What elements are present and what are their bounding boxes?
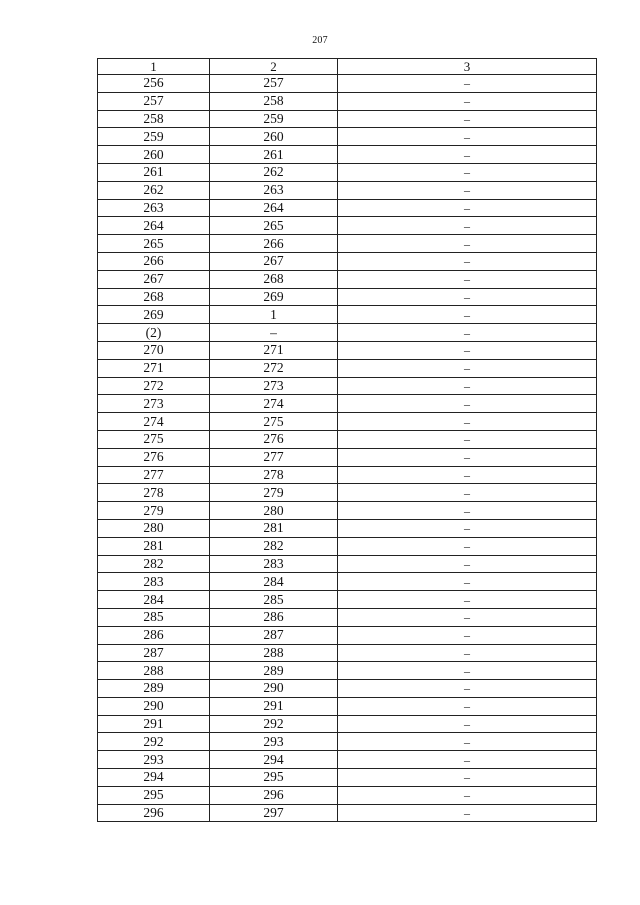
table-cell-col-1: 261 <box>98 163 210 181</box>
table-cell-col-1: 274 <box>98 413 210 431</box>
table-cell-col-3: – <box>338 288 597 306</box>
table-row <box>98 128 597 146</box>
table-row <box>98 537 597 555</box>
table-row <box>98 217 597 235</box>
table-cell-col-2: 285 <box>210 591 338 609</box>
table-row <box>98 804 597 822</box>
table-row <box>98 110 597 128</box>
table-cell-col-3: – <box>338 448 597 466</box>
table-cell-col-1: 265 <box>98 235 210 253</box>
table-cell-col-1: 294 <box>98 769 210 787</box>
table-cell-col-2: 269 <box>210 288 338 306</box>
table-cell-col-1: 284 <box>98 591 210 609</box>
table-cell-col-2: 272 <box>210 359 338 377</box>
table-cell-col-2: 288 <box>210 644 338 662</box>
table-cell-col-1: 263 <box>98 199 210 217</box>
table-row <box>98 751 597 769</box>
table-cell-col-2: 261 <box>210 146 338 164</box>
table-cell-col-1: 271 <box>98 359 210 377</box>
table-cell-col-1: 270 <box>98 341 210 359</box>
table-cell-col-2: 271 <box>210 341 338 359</box>
table-row <box>98 92 597 110</box>
table-row <box>98 146 597 164</box>
table-row <box>98 680 597 698</box>
header-row <box>98 59 597 75</box>
table-cell-col-3: – <box>338 92 597 110</box>
table-cell-col-1: 282 <box>98 555 210 573</box>
table-row <box>98 715 597 733</box>
table-row <box>98 626 597 644</box>
table-cell-col-3: – <box>338 484 597 502</box>
table-cell-col-3: – <box>338 537 597 555</box>
table-row <box>98 662 597 680</box>
table-cell-col-3: – <box>338 555 597 573</box>
table-cell-col-3: – <box>338 626 597 644</box>
table-cell-col-3: – <box>338 252 597 270</box>
table-cell-col-1: 259 <box>98 128 210 146</box>
table-cell-col-1: 281 <box>98 537 210 555</box>
table-cell-col-2: 287 <box>210 626 338 644</box>
table-cell-col-2: 273 <box>210 377 338 395</box>
table-row <box>98 306 597 324</box>
table-row <box>98 484 597 502</box>
table-cell-col-1: 288 <box>98 662 210 680</box>
data-table <box>97 58 597 822</box>
table-cell-col-3: – <box>338 270 597 288</box>
table-cell-col-3: – <box>338 608 597 626</box>
table-row <box>98 502 597 520</box>
table-row <box>98 697 597 715</box>
table-cell-col-2: 268 <box>210 270 338 288</box>
table-cell-col-3: – <box>338 466 597 484</box>
table-cell-col-3: – <box>338 324 597 342</box>
table-cell-col-2: 257 <box>210 75 338 93</box>
table-row <box>98 430 597 448</box>
table-cell-col-1: 279 <box>98 502 210 520</box>
table-cell-col-3: – <box>338 395 597 413</box>
column-header-2: 2 <box>210 59 338 75</box>
table-row <box>98 608 597 626</box>
table-row <box>98 235 597 253</box>
page-number: 207 <box>312 35 328 46</box>
table-cell-col-1: 295 <box>98 786 210 804</box>
table-cell-col-2: 289 <box>210 662 338 680</box>
table-row <box>98 413 597 431</box>
table-cell-col-1: 266 <box>98 252 210 270</box>
table-cell-col-2: 284 <box>210 573 338 591</box>
table-cell-col-2: 294 <box>210 751 338 769</box>
table-cell-col-3: – <box>338 519 597 537</box>
table-cell-col-1: 277 <box>98 466 210 484</box>
table-cell-col-1: 296 <box>98 804 210 822</box>
table-cell-col-1: 292 <box>98 733 210 751</box>
column-header-3: 3 <box>338 59 597 75</box>
table-cell-col-1: 262 <box>98 181 210 199</box>
table-cell-col-2: 286 <box>210 608 338 626</box>
table-cell-col-2: 295 <box>210 769 338 787</box>
table-cell-col-2: 260 <box>210 128 338 146</box>
table-row <box>98 591 597 609</box>
table-row <box>98 466 597 484</box>
table-row <box>98 377 597 395</box>
table-cell-col-3: – <box>338 733 597 751</box>
table-cell-col-3: – <box>338 110 597 128</box>
table-cell-col-3: – <box>338 306 597 324</box>
table-cell-col-2: 290 <box>210 680 338 698</box>
table-row <box>98 199 597 217</box>
table-cell-col-2: 281 <box>210 519 338 537</box>
table-cell-col-1: 280 <box>98 519 210 537</box>
table-cell-col-3: – <box>338 751 597 769</box>
table-cell-col-2: – <box>210 324 338 342</box>
table-cell-col-2: 258 <box>210 92 338 110</box>
table-cell-col-1: 289 <box>98 680 210 698</box>
table-cell-col-1: 276 <box>98 448 210 466</box>
table-row <box>98 181 597 199</box>
table-cell-col-3: – <box>338 181 597 199</box>
table-cell-col-3: – <box>338 502 597 520</box>
table-row <box>98 341 597 359</box>
table-cell-col-3: – <box>338 786 597 804</box>
table-cell-col-1: 286 <box>98 626 210 644</box>
table-header <box>98 59 597 75</box>
table-cell-col-3: – <box>338 341 597 359</box>
table-cell-col-1: 290 <box>98 697 210 715</box>
data-table-container <box>97 58 596 822</box>
table-cell-col-2: 265 <box>210 217 338 235</box>
table-cell-col-2: 267 <box>210 252 338 270</box>
table-cell-col-2: 278 <box>210 466 338 484</box>
table-row <box>98 324 597 342</box>
table-cell-col-2: 274 <box>210 395 338 413</box>
table-cell-col-2: 293 <box>210 733 338 751</box>
table-row <box>98 163 597 181</box>
table-cell-col-1: 293 <box>98 751 210 769</box>
table-cell-col-1: 272 <box>98 377 210 395</box>
table-cell-col-2: 279 <box>210 484 338 502</box>
table-cell-col-1: 285 <box>98 608 210 626</box>
table-row <box>98 252 597 270</box>
table-cell-col-3: – <box>338 217 597 235</box>
table-cell-col-2: 291 <box>210 697 338 715</box>
table-cell-col-2: 262 <box>210 163 338 181</box>
table-row <box>98 395 597 413</box>
table-cell-col-2: 275 <box>210 413 338 431</box>
table-cell-col-3: – <box>338 715 597 733</box>
table-cell-col-2: 263 <box>210 181 338 199</box>
table-row <box>98 270 597 288</box>
table-cell-col-1: (2) <box>98 324 210 342</box>
table-cell-col-2: 1 <box>210 306 338 324</box>
table-cell-col-2: 266 <box>210 235 338 253</box>
table-cell-col-2: 276 <box>210 430 338 448</box>
table-row <box>98 733 597 751</box>
table-cell-col-2: 296 <box>210 786 338 804</box>
table-row <box>98 644 597 662</box>
table-cell-col-1: 283 <box>98 573 210 591</box>
table-cell-col-1: 256 <box>98 75 210 93</box>
table-cell-col-2: 277 <box>210 448 338 466</box>
table-row <box>98 288 597 306</box>
table-cell-col-3: – <box>338 146 597 164</box>
table-cell-col-2: 259 <box>210 110 338 128</box>
table-row <box>98 359 597 377</box>
table-row <box>98 555 597 573</box>
table-cell-col-3: – <box>338 662 597 680</box>
table-row <box>98 75 597 93</box>
table-cell-col-2: 292 <box>210 715 338 733</box>
table-cell-col-1: 268 <box>98 288 210 306</box>
table-body <box>98 75 597 822</box>
table-cell-col-1: 273 <box>98 395 210 413</box>
table-row <box>98 519 597 537</box>
table-cell-col-1: 291 <box>98 715 210 733</box>
table-cell-col-3: – <box>338 163 597 181</box>
table-cell-col-3: – <box>338 430 597 448</box>
table-cell-col-3: – <box>338 644 597 662</box>
table-cell-col-3: – <box>338 680 597 698</box>
table-cell-col-3: – <box>338 573 597 591</box>
table-cell-col-1: 269 <box>98 306 210 324</box>
table-cell-col-2: 283 <box>210 555 338 573</box>
table-cell-col-2: 264 <box>210 199 338 217</box>
table-cell-col-2: 282 <box>210 537 338 555</box>
column-header-1: 1 <box>98 59 210 75</box>
table-cell-col-3: – <box>338 769 597 787</box>
table-row <box>98 786 597 804</box>
table-cell-col-1: 260 <box>98 146 210 164</box>
table-row <box>98 448 597 466</box>
table-row <box>98 573 597 591</box>
table-cell-col-1: 278 <box>98 484 210 502</box>
table-cell-col-1: 258 <box>98 110 210 128</box>
table-cell-col-1: 257 <box>98 92 210 110</box>
table-cell-col-3: – <box>338 804 597 822</box>
table-cell-col-3: – <box>338 128 597 146</box>
table-cell-col-3: – <box>338 413 597 431</box>
table-cell-col-1: 264 <box>98 217 210 235</box>
table-row <box>98 769 597 787</box>
table-cell-col-2: 297 <box>210 804 338 822</box>
table-cell-col-3: – <box>338 359 597 377</box>
table-cell-col-3: – <box>338 377 597 395</box>
table-cell-col-3: – <box>338 199 597 217</box>
table-cell-col-3: – <box>338 235 597 253</box>
table-cell-col-1: 287 <box>98 644 210 662</box>
table-cell-col-3: – <box>338 591 597 609</box>
table-cell-col-2: 280 <box>210 502 338 520</box>
table-cell-col-3: – <box>338 75 597 93</box>
table-cell-col-3: – <box>338 697 597 715</box>
table-cell-col-1: 275 <box>98 430 210 448</box>
table-cell-col-1: 267 <box>98 270 210 288</box>
